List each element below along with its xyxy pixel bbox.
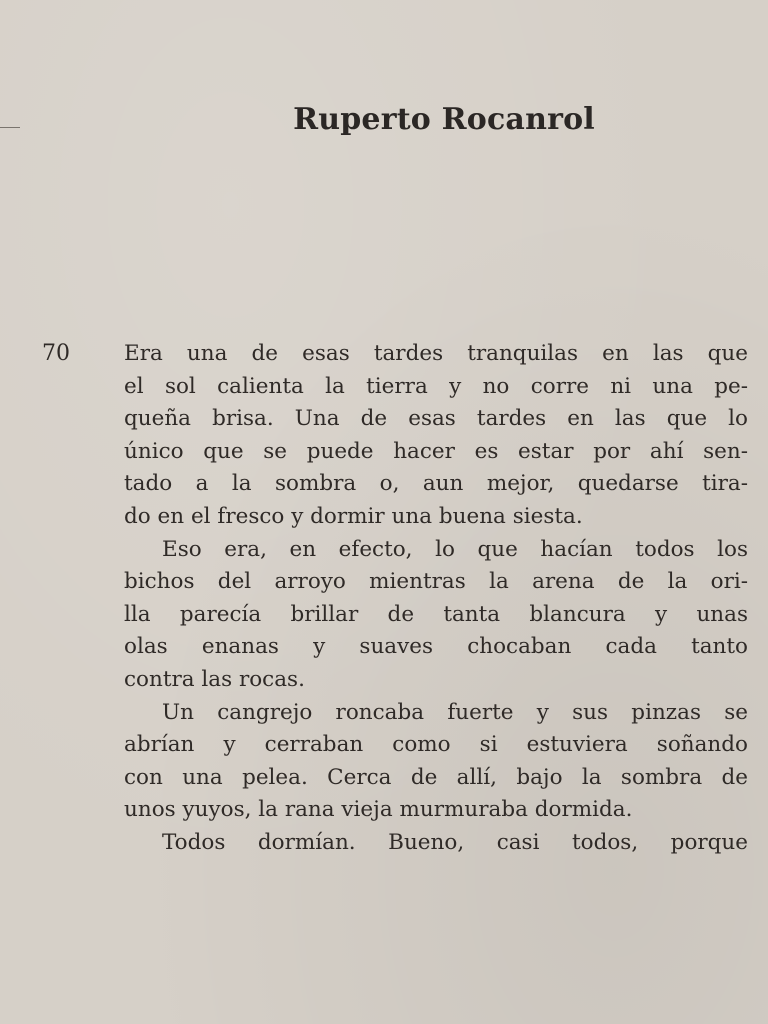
text-line: lla parecía brillar de tanta blancura y unas (124, 601, 748, 627)
body-text (124, 338, 748, 860)
text-line: único que se puede hacer es estar por ahí sen- (124, 438, 748, 464)
text-line: unos yuyos, la rana vieja murmuraba dormida. (124, 797, 633, 823)
text-line: Eso era, en efecto, lo que hacían todos los (162, 536, 748, 562)
text-line: queña brisa. Una de esas tardes en las que lo (124, 406, 748, 432)
paragraph-4 (124, 827, 748, 860)
paragraph-3 (124, 697, 748, 827)
text-line: do en el fresco y dormir una buena siesta. (124, 503, 583, 529)
text-line: tado a la sombra o, aun mejor, quedarse tira- (124, 471, 748, 497)
text-line: abrían y cerraban como si estuviera soñando (124, 732, 748, 758)
text-line: Todos dormían. Bueno, casi todos, porque (162, 829, 748, 855)
text-line: con una pelea. Cerca de allí, bajo la sombra de (124, 764, 748, 790)
text-line: Un cangrejo roncaba fuerte y sus pinzas se (162, 699, 748, 725)
text-line: el sol calienta la tierra y no corre ni una pe- (124, 373, 748, 399)
text-line: olas enanas y suaves chocaban cada tanto (124, 634, 748, 660)
paragraph-1 (124, 338, 748, 534)
chapter-title: Ruperto Rocanrol (293, 102, 595, 137)
text-line: contra las rocas. (124, 666, 305, 692)
text-line: bichos del arroyo mientras la arena de la ori- (124, 569, 748, 595)
text-line: Era una de esas tardes tranquilas en las que (124, 341, 748, 366)
line-number: 70 (42, 341, 70, 366)
paragraph-2 (124, 534, 748, 697)
